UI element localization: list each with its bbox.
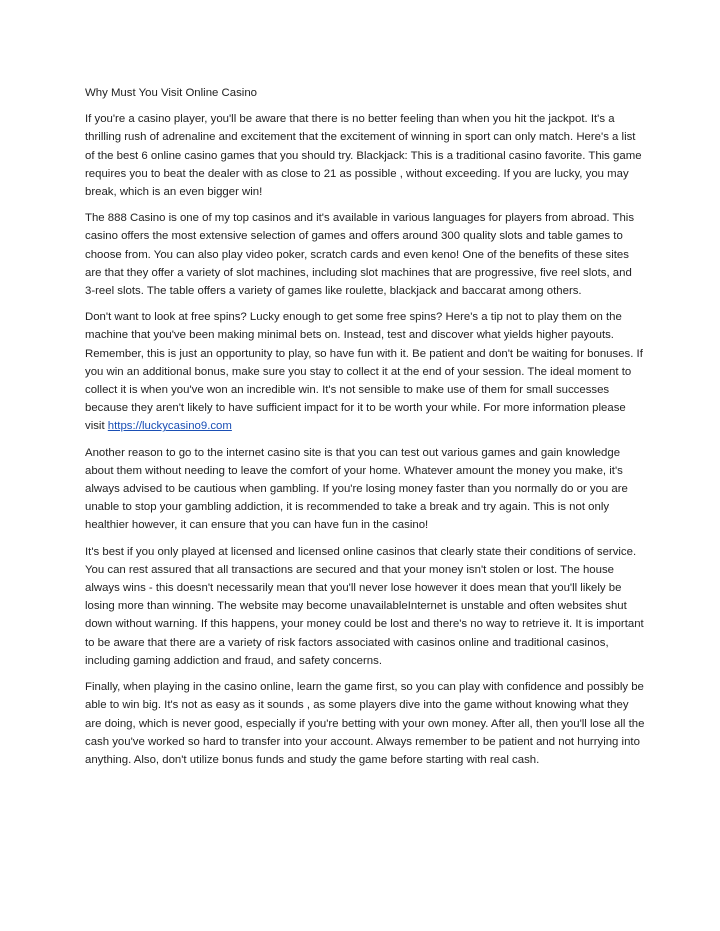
lucky-casino-link[interactable]: https://luckycasino9.com: [107, 420, 232, 433]
paragraph-2: The 888 Casino is one of my top casinos and it's available in various languages for players from abroad. This casino offers the most extensive selection of games and offers around 300 quality slots and table games to choose from. You can also play video poker, scratch cards and even keno! One of the benefits of these sites are that they offer a variety of slot machines, including slot machines that are progressive, five reel slots, and 3-reel slots. The table offers a variety of games like roulette, blackjack and baccarat among others.: [85, 212, 635, 298]
document-title: Why Must You Visit Online Casino: [85, 87, 257, 99]
paragraph-3: [85, 308, 645, 435]
paragraph-6: Finally, when playing in the casino online, learn the game first, so you can play with confidence and possibly be able to win big. It's not as easy as it sounds , as some players dive into the game without knowing what they are doing, which is never good, especially if you're betting with your own money. After all, then you'll lose all the cash you've worked so hard to transfer into your account. Always remember to be patient and not hurrying into anything. Also, don't utilize bonus funds and study the game before starting with real cash.: [85, 681, 645, 766]
paragraph-4: Another reason to go to the internet casino site is that you can test out various games and gain knowledge about them without needing to leave the comfort of your home. Whatever amount the money you make, it's always advised to be cautious when gambling. If you're losing money faster than you normally do or you are unable to stop your gambling addiction, it is recommended to take a break and try again. This is not only healthier however, it can ensure that you can have fun in the casino!: [85, 446, 628, 532]
document-page: [85, 84, 645, 777]
paragraph-5: It's best if you only played at licensed and licensed online casinos that clearly state their conditions of service. You can rest assured that all transactions are secured and that your money isn't stolen or lost. The house always wins - this doesn't necessarily mean that you'll never lose however it does mean that you'll likely be losing more than winning. The website may become unavailableInternet is unstable and often websites shut down without warning. If this happens, your money could be lost and there's no way to retrieve it. It is important to be aware that there are a variety of risk factors associated with casinos online and traditional casinos, including gaming addiction and fraud, and safety concerns.: [85, 545, 644, 667]
paragraph-3-text: Don't want to look at free spins? Lucky enough to get some free spins? Here's a tip not to play them on the machine that you've been making minimal bets on. Instead, test and discover what yields higher payouts. Remember, this is just an opportunity to play, so have fun with it. Be patient and don't be waiting for bonuses. If you win an additional bonus, make sure you stay to collect it at the end of your session. The ideal moment to collect it is when you've won an incredible win. It's not sensible to make use of them for small successes because they aren't likely to have sufficient impact for it to be worth your while. For more information please visit: [85, 311, 643, 433]
paragraph-1: If you're a casino player, you'll be aware that there is no better feeling than when you hit the jackpot. It's a thrilling rush of adrenaline and excitement that the excitement of winning in sport can only match. Here's a list of the best 6 online casino games that you should try. Blackjack: This is a traditional casino favorite. This game requires you to beat the dealer with as close to 21 as possible , without exceeding. If you are lucky, you may break, which is an even bigger win!: [85, 113, 642, 199]
